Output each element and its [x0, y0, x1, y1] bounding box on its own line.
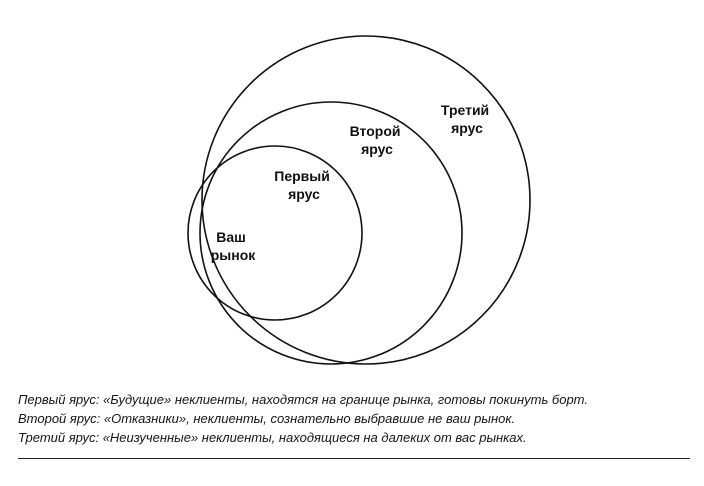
second-tier-label-line2: ярус: [361, 141, 393, 157]
legend-second-tier: Второй ярус: «Отказники», неклиенты, сознательно выбравшие не ваш рынок.: [18, 411, 516, 426]
your-market-label-line2: рынок: [210, 247, 256, 263]
third-tier-label-line1: Третий: [440, 102, 490, 118]
second-tier-label: [350, 123, 405, 157]
legend-third-tier: Третий ярус: «Неизученные» неклиенты, находящиеся на далеких от вас рынках.: [18, 430, 527, 445]
third-tier-label-line2: ярус: [451, 120, 483, 136]
your-market-label-line1: Ваш: [216, 229, 246, 245]
your-market-label: [211, 229, 257, 263]
legend: [18, 390, 698, 447]
first-tier-label: [274, 168, 333, 202]
second-tier-label-line1: Второй: [349, 123, 401, 139]
bottom-divider: [18, 458, 690, 459]
third-tier-circle: [202, 36, 530, 364]
first-tier-label-line1: Первый: [274, 168, 330, 184]
first-tier-label-line2: ярус: [288, 186, 320, 202]
third-tier-label: [441, 102, 493, 136]
legend-first-tier: Первый ярус: «Будущие» неклиенты, находятся на границе рынка, готовы покинуть борт.: [18, 392, 588, 407]
